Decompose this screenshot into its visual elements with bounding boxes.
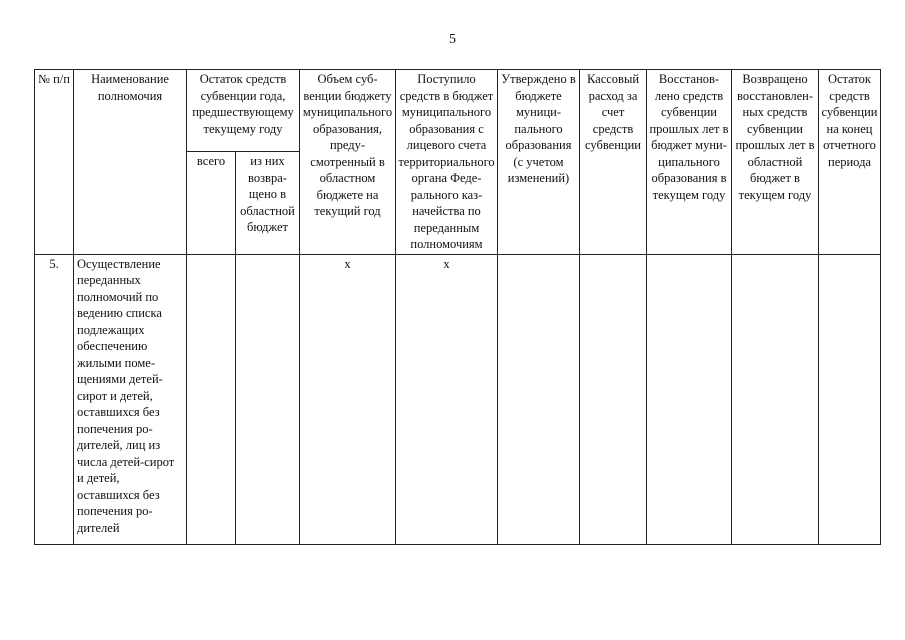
header-row <box>35 70 881 152</box>
cell-volume: х <box>300 254 396 544</box>
table-row <box>35 254 881 544</box>
header-end-remainder: Остаток средств субвенции на конец отчетного периода <box>819 70 881 255</box>
header-volume: Объем субвенции бюджету муниципального образования, предусмотренный в областном бюджете на текущий год <box>300 70 396 255</box>
cell-name: Осуществление переданных полномочий по ведению списка подлежащих обеспечению жилыми помещениями детей-сирот и детей, оставшихся без попечения родителей, лиц из числа детей-сирот и детей, оставшихся без попечения родителей <box>74 254 187 544</box>
header-returned: Возвращено восстановленных средств субвенции прошлых лет в областной бюджет в текущем году <box>732 70 819 255</box>
cell-cash <box>580 254 647 544</box>
header-remainder-prev: Остаток средств субвенции года, предшествующему текущему году <box>187 70 300 152</box>
header-cash: Кассовый расход за счет средств субвенции <box>580 70 647 255</box>
page-number: 5 <box>449 32 456 47</box>
cell-restored <box>647 254 732 544</box>
cell-returned <box>732 254 819 544</box>
header-approved: Утверждено в бюджете муниципального образования (с учетом изменений) <box>498 70 580 255</box>
cell-remainder-returned <box>236 254 300 544</box>
report-table <box>34 69 881 545</box>
cell-remainder-total <box>187 254 236 544</box>
header-received: Поступило средств в бюджет муниципального образования с лицевого счета территориального органа Федерального казначейства по переданным полномочиям <box>396 70 498 255</box>
cell-num: 5. <box>35 254 74 544</box>
header-remainder-total: всего <box>187 152 236 254</box>
cell-approved <box>498 254 580 544</box>
cell-end-remainder <box>819 254 881 544</box>
header-remainder-returned: из них возвращено в областной бюджет <box>236 152 300 254</box>
header-restored: Восстановлено средств субвенции прошлых лет в бюджет муниципального образования в текущем году <box>647 70 732 255</box>
header-name: Наименование полномочия <box>74 70 187 255</box>
header-num: № п/п <box>35 70 74 255</box>
cell-received: х <box>396 254 498 544</box>
